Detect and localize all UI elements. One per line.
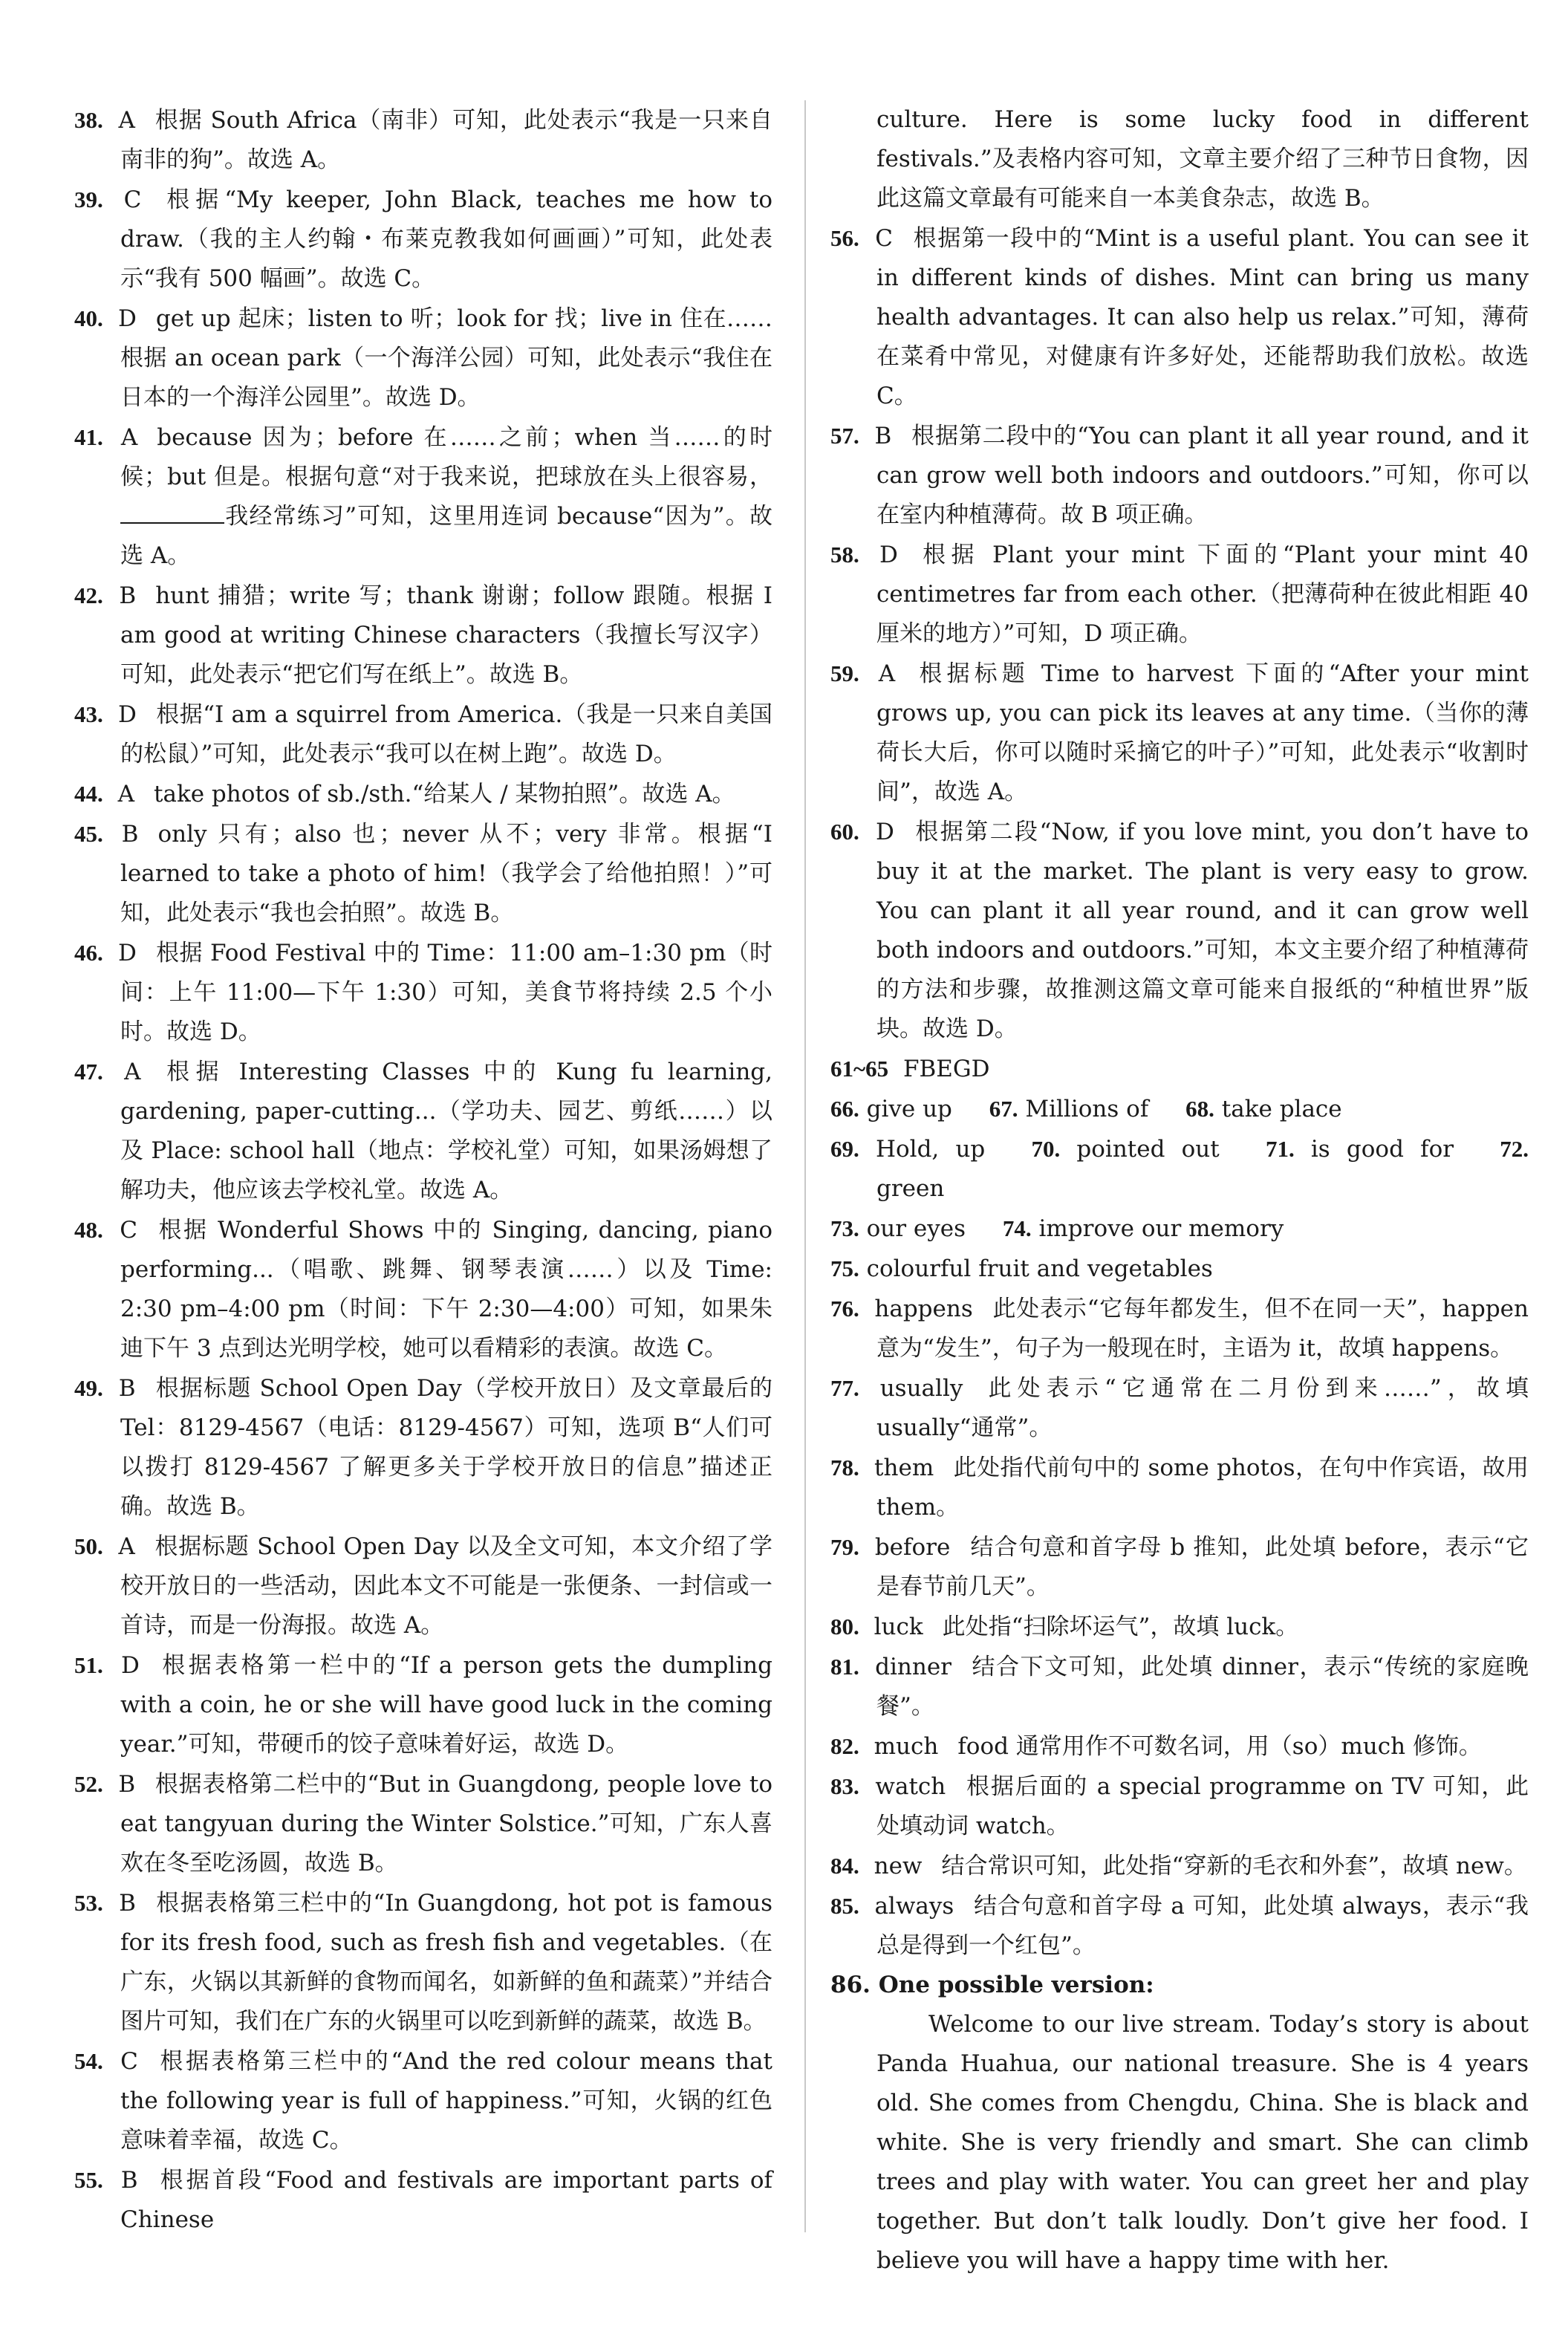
item-answer: D [118,305,137,332]
item-explanation: 根据第二段“Now, if you love mint, you don’t have to buy it at the market. The plant is very easy to grow. You can plant it all year round, and it can grow well both indoors and outdoors.”可知，本文主要介绍了种植薄荷的方法和步骤，故推测这篇文章可能来自报纸的“种植世界”版块。故选 D。 [876,819,1529,1042]
answer-item [830,1527,1529,1607]
item-number: 66. [830,1096,859,1122]
answer-item [74,1527,772,1645]
item-answer: D [876,819,894,845]
item-answer: much [874,1733,939,1760]
item-number: 78. [830,1455,859,1481]
item-number: 48. [74,1217,103,1243]
item-number: 77. [830,1375,859,1401]
answer-item [74,1052,772,1210]
item-explanation: get up 起床；listen to 听；look for 找；live in 住在…… 根据 an ocean park（一个海洋公园）可知，此处表示“我住在日本的一个海洋公园里”。故选 D。 [120,305,772,411]
item-number: 71. [1265,1136,1295,1162]
item-answer: A [124,1059,141,1085]
item-answer: watch [875,1773,946,1800]
item-number: 47. [74,1059,103,1085]
item-number: 55. [74,2167,103,2193]
item-answer: our eyes [866,1215,966,1242]
item-explanation: because 因为；before 在……之前；when 当……的时候；but 但是。根据句意“对于我来说，把球放在头上很容易， [120,424,772,490]
short-answer-row [830,1209,1529,1249]
item-answer: B [119,1890,136,1917]
item-explanation: 根据 South Africa（南非）可知，此处表示“我是一只来自南非的狗”。故选 A。 [120,107,772,173]
answer-item [830,1767,1529,1846]
answer-item [74,1883,772,2041]
item-answer: is good for [1310,1136,1454,1163]
left-column [74,100,772,2240]
item-answer: D [879,542,898,568]
answer-item [830,1368,1529,1448]
item-number: 57. [830,423,859,449]
item-answer: D [118,701,137,728]
item-number: 40. [74,305,103,331]
item-explanation: food 通常用作不可数名词，用（so）much 修饰。 [957,1733,1482,1760]
answer-item [74,2041,772,2160]
item-explanation: 根据标题 School Open Day 以及全文可知，本文介绍了学校开放日的一些活动，因此本文不可能是一张便条、一封信或一首诗，而是一份海报。故选 A。 [120,1533,773,1639]
item-explanation: 结合句意和首字母 b 推知，此处填 before，表示“它是春节前几天”。 [876,1534,1529,1600]
item-answer: FBEGD [902,1056,990,1082]
item-number: 39. [74,186,103,212]
item-explanation: 根据表格第三栏中的“In Guangdong, hot pot is famous for its fresh food, such as fresh fish and vegetables.（在广东，火锅以其新鲜的食物而闻名，如新鲜的鱼和蔬菜）”并结合图片可知，我们在广东的火锅里可以吃到新鲜的蔬菜，故选 B。 [120,1890,772,2035]
column-divider [804,100,806,2232]
answer-item [74,1210,772,1368]
item-number: 67. [989,1096,1018,1122]
answer-item [830,812,1529,1049]
item-answer: happens [874,1296,973,1322]
answer-item [74,299,772,417]
item-answer: A [118,107,135,134]
answer-item [830,1289,1529,1368]
item-number: 69. [830,1136,859,1162]
item-explanation-cont: 我经常练习”可知，这里用连词 because“因为”。故选 A。 [120,503,772,569]
item-number: 73. [830,1215,859,1241]
item-number: 81. [830,1654,859,1680]
item-number: 53. [74,1890,103,1916]
item-explanation: 根据“My keeper, John Black, teaches me how to draw.（我的主人约翰・布莱克教我如何画画）”可知，此处表示“我有 500 幅画”。故选 C。 [120,186,773,292]
item-explanation: 根据 Interesting Classes 中的 Kung fu learning, gardening, paper-cutting...（学功夫、园艺、剪纸……）以及 Place: school hall（地点：学校礼堂）可知，如果汤姆想了解功夫，他应该去学校礼堂。故选 A。 [120,1059,772,1203]
answer-item [74,1645,772,1764]
item-explanation: 根据表格第二栏中的“But in Guangdong, people love to eat tangyuan during the Winter Solstice.”可知，广东人喜欢在冬至吃汤圆，故选 B。 [120,1771,772,1876]
answer-item [74,774,772,814]
item-answer: before [874,1534,951,1561]
item-number: 41. [74,424,103,450]
short-answer-row [830,1249,1529,1289]
item-number: 60. [830,819,859,845]
short-answer-row [830,1089,1529,1129]
answer-item [830,416,1529,535]
item-explanation: 根据 Plant your mint 下面的“Plant your mint 40 centimetres far from each other.（把薄荷种在彼此相距 40 厘米的地方）”可知，D 项正确。 [876,542,1529,647]
item-number: 46. [74,940,103,966]
item-answer: A [120,424,138,451]
item-number: 72. [1500,1136,1529,1162]
item-number: 84. [830,1853,859,1879]
item-explanation: 根据首段“Food and festivals are important parts of Chinese [120,2167,772,2233]
item-answer: take place [1221,1096,1342,1122]
item-number: 76. [830,1296,859,1322]
item-answer: B [118,1771,136,1798]
item-explanation: 此处表示“它通常在二月份到来……”，故填 usually“通常”。 [876,1375,1529,1441]
item-explanation: 结合句意和首字母 a 可知，此处填 always，表示“我总是得到一个红包”。 [876,1893,1529,1959]
item-explanation: 此处指“扫除坏运气”，故填 luck。 [942,1614,1299,1640]
answer-item [74,417,772,576]
item-explanation: culture. Here is some lucky food in different festivals.”及表格内容可知，文章主要介绍了三种节日食物，因此这篇文章最有可能来自一本美食杂志，故选 B。 [876,106,1529,212]
item-answer: B [118,1375,136,1402]
item-number: 58. [830,542,859,568]
item-number: 82. [830,1733,859,1759]
item-explanation: 根据表格第一栏中的“If a person gets the dumpling with a coin, he or she will have good luck in the coming year.”可知，带硬币的饺子意味着好运，故选 D。 [120,1652,772,1758]
item-explanation: 根据 Wonderful Shows 中的 Singing, dancing, piano performing...（唱歌、跳舞、钢琴表演……）以及 Time: 2:30 pm–4:00 pm（时间：下午 2:30—4:00）可知，如果朱迪下午 3 点到达光明学校，她可以看精彩的表演。故选 C。 [120,1217,773,1362]
item-explanation: take photos of sb./sth.“给某人 / 某物拍照”。故选 A。 [154,781,735,807]
answer-item [74,576,772,695]
answer-item [830,218,1529,416]
item-number: 52. [74,1771,103,1797]
item-answer: D [117,940,137,966]
answer-item [830,1886,1529,1966]
answer-item [74,814,772,933]
item-explanation: 根据第一段中的“Mint is a useful plant. You can see it in different kinds of dishes. Mint can bring us many health advantages. It can also help us relax.”可知，薄荷在菜肴中常见，对健康有许多好处，还能帮助我们放松。故选 C。 [876,225,1529,409]
short-answer-row [830,1129,1529,1209]
item-answer: give up [866,1096,952,1122]
item-explanation: 此处表示“它每年都发生，但不在同一天”，happen 意为“发生”，句子为一般现在时，主语为 it，故填 happens。 [876,1296,1529,1362]
item-explanation: 结合下文可知，此处填 dinner，表示“传统的家庭晚餐”。 [876,1654,1529,1720]
item-answer: C [123,186,142,213]
item-number: 61~65 [830,1056,889,1082]
item-answer: usually [879,1375,963,1402]
item-explanation: hunt 捕猎；write 写；thank 谢谢；follow 跟随。根据 I am good at writing Chinese characters（我擅长写汉字）可知，此处表示“把它们写在纸上”。故选 B。 [120,582,773,688]
blank-line [120,500,224,524]
item-number: 45. [74,821,103,847]
answer-item [830,1846,1529,1886]
answer-item [830,1726,1529,1767]
item-number: 80. [830,1614,859,1640]
item-number: 54. [74,2048,103,2074]
right-column [830,100,1529,2281]
answer-item [74,1368,772,1527]
item-explanation: 根据表格第三栏中的“And the red colour means that the following year is full of happiness.”可知，火锅的红色意味着幸福，故选 C。 [120,2048,772,2154]
item-answer: D [121,1652,140,1679]
answer-item [830,1049,1529,1089]
answer-item [830,535,1529,654]
item-number: 49. [74,1375,103,1401]
item-answer: A [878,660,896,687]
item-explanation: 结合常识可知，此处指“穿新的毛衣和外套”，故填 new。 [941,1853,1527,1879]
item-number: 70. [1031,1136,1061,1162]
item-answer: B [120,2167,138,2194]
answer-item [74,100,772,180]
item-explanation: 根据标题 School Open Day（学校开放日）及文章最后的 Tel：8129-4567（电话：8129-4567）可知，选项 B“人们可以拨打 8129-4567 了解更多关于学校开放日的信息”描述正确。故选 B。 [120,1375,772,1520]
essay-body: Welcome to our live stream. Today’s story is about Panda Huahua, our national treasure. She is 4 years old. She comes from Chengdu, China. She is black and white. She is very friendly and smart. She can climb trees and play with water. You can greet her and play together. But don’t talk loudly. Don’t give her food. I believe you will have a happy time with her. [876,2011,1529,2274]
item-answer: C [120,2048,138,2075]
answer-item [74,1764,772,1883]
answer-item [830,1448,1529,1527]
answer-item [830,1607,1529,1647]
item-answer: green [876,1175,945,1202]
item-answer: B [121,821,139,848]
item-number: 75. [830,1255,859,1281]
answer-item [74,933,772,1052]
item-number: 43. [74,701,103,727]
item-explanation: 根据“I am a squirrel from America.（我是一只来自美国的松鼠）”可知，此处表示“我可以在树上跑”。故选 D。 [120,701,772,767]
item-answer: A [118,1533,135,1560]
item-answer: B [874,423,892,449]
item-answer: new [874,1853,923,1879]
answer-item [74,695,772,774]
item-answer: Hold, up [875,1136,986,1163]
item-number: 85. [830,1893,859,1919]
item-explanation: 根据后面的 a special programme on TV 可知，此处填动词 watch。 [876,1773,1529,1839]
item-answer: A [117,781,134,807]
item-number: 83. [830,1773,859,1799]
item-number: 50. [74,1533,103,1559]
item-answer: always [874,1893,954,1920]
answer-item [74,2160,772,2240]
item-number: 59. [830,660,859,686]
item-explanation: only 只有；also 也；never 从不；very 非常。根据“I learned to take a photo of him!（我学会了给他拍照！）”可知，此处表示“我也会拍照”。故选 B。 [120,821,772,926]
answer-item [74,180,772,299]
item-explanation: 此处指代前句中的 some photos，在句中作宾语，故用 them。 [876,1455,1529,1521]
item-number: 68. [1185,1096,1214,1122]
answer-item [830,654,1529,812]
item-answer: C [120,1217,137,1244]
item-explanation: 根据 Food Festival 中的 Time：11:00 am–1:30 pm（时间：上午 11:00—下午 1:30）可知，美食节将持续 2.5 个小时。故选 D。 [120,940,773,1045]
item-answer: them [874,1455,934,1481]
essay-heading: 86. One possible version: [830,1972,1154,1998]
answer-item [830,1647,1529,1726]
item-answer: luck [874,1614,923,1640]
item-answer: dinner [875,1654,951,1680]
item-answer: Millions of [1025,1096,1149,1122]
item-number: 44. [74,781,103,807]
item-answer: improve our memory [1038,1215,1284,1242]
item-explanation: 根据第二段中的“You can plant it all year round, and it can grow well both indoors and outdoors.”可知，你可以在室内种植薄荷。故 B 项正确。 [876,423,1529,528]
item-number: 51. [74,1652,103,1678]
item-explanation: 根据标题 Time to harvest 下面的“After your mint grows up, you can pick its leaves at any time.（当你的薄荷长大后，你可以随时采摘它的叶子）”可知，此处表示“收割时间”，故选 A。 [876,660,1529,805]
item-answer: B [119,582,137,609]
item-number: 42. [74,582,103,608]
answer-item-continued [830,100,1529,218]
item-number: 79. [830,1534,859,1560]
item-number: 38. [74,107,103,133]
item-number: 74. [1002,1215,1032,1241]
item-number: 56. [830,225,859,251]
item-answer: colourful fruit and vegetables [866,1255,1213,1282]
item-answer: C [875,225,894,252]
item-answer: pointed out [1076,1136,1220,1163]
